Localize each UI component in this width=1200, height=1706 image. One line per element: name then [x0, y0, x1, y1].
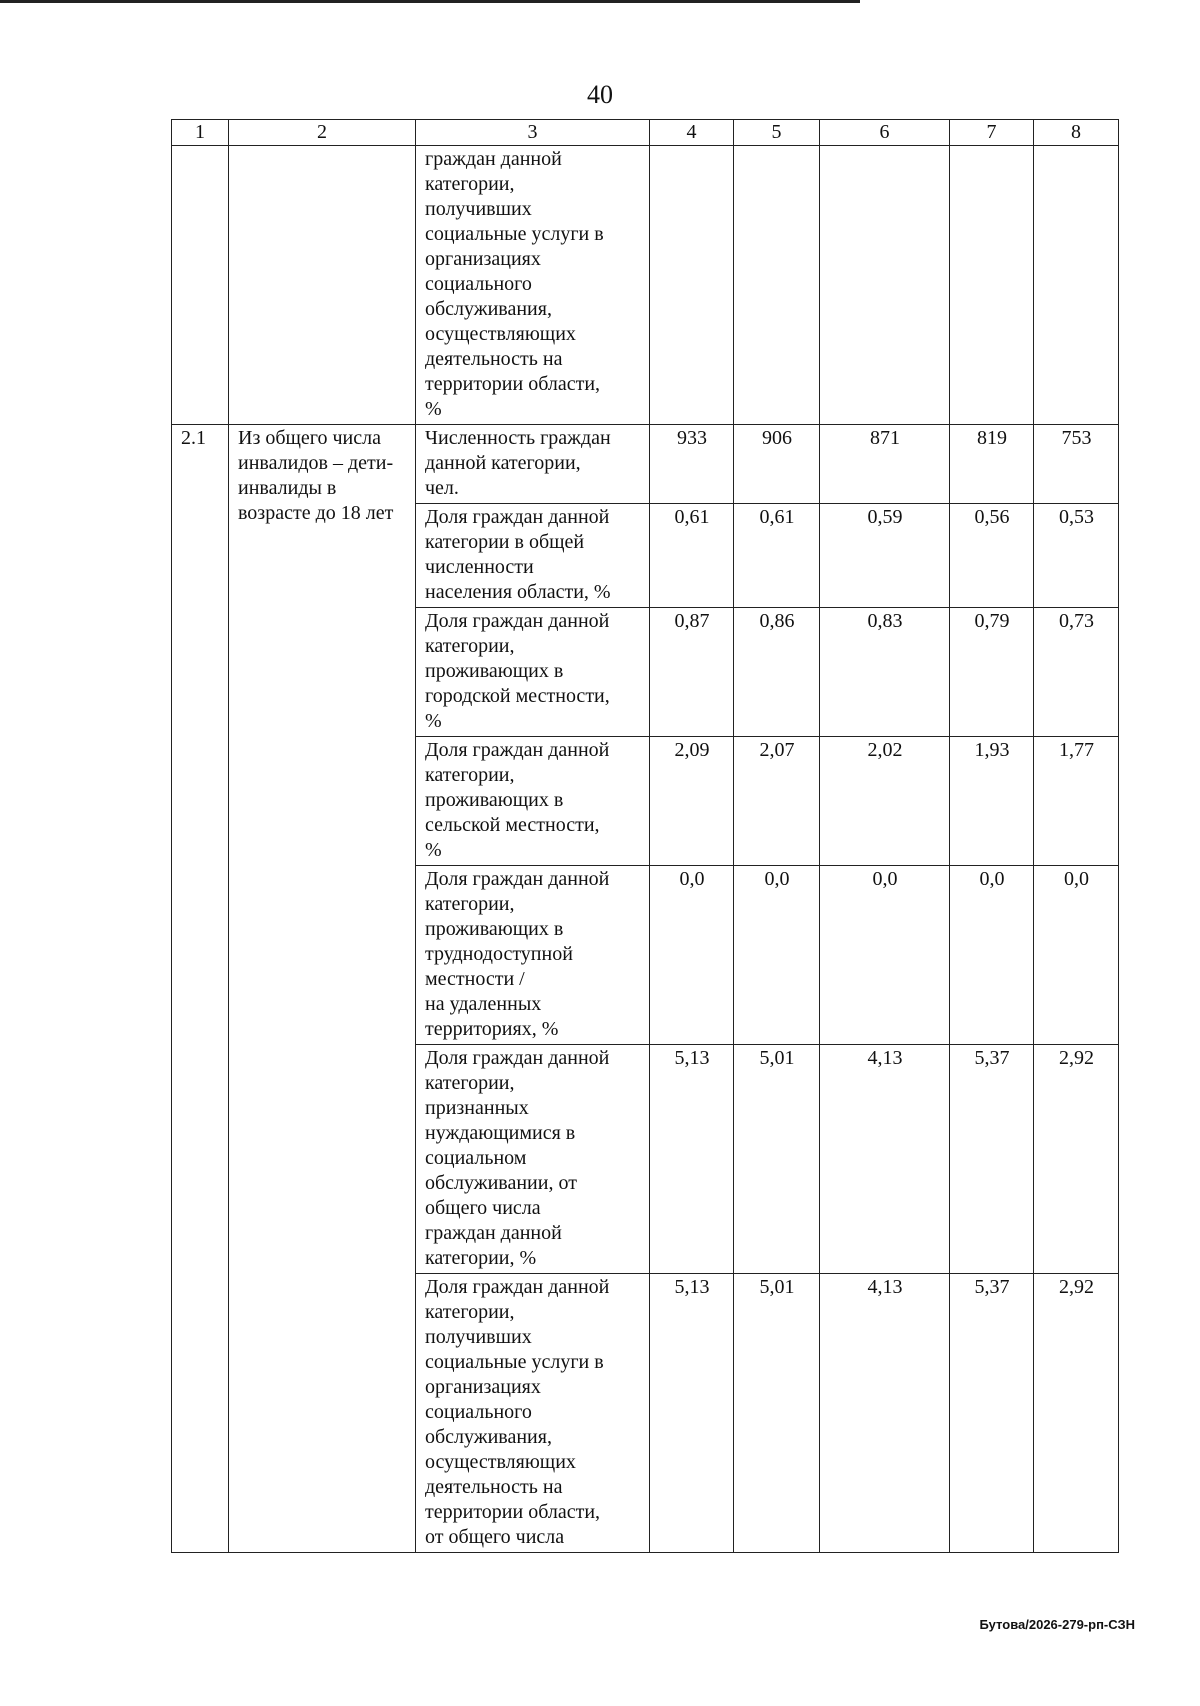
indicator-cell: Доля граждан данной категории в общей численности населения области, % [416, 504, 650, 608]
value-cell: 906 [734, 425, 820, 504]
column-numbers-row [172, 120, 1119, 146]
document-code: Бутова/2026-279-рп-СЗН [979, 1617, 1135, 1632]
value-cell: 0,86 [734, 608, 820, 737]
row-number-cell [172, 146, 229, 425]
column-number: 8 [1034, 120, 1119, 146]
value-cell: 0,0 [650, 866, 734, 1045]
value-cell [650, 146, 734, 425]
value-cell: 0,0 [1034, 866, 1119, 1045]
value-cell: 0,53 [1034, 504, 1119, 608]
indicator-cell: Доля граждан данной категории, проживающих в труднодоступной местности / на удаленных территориях, % [416, 866, 650, 1045]
page-number: 40 [587, 80, 613, 109]
scan-top-edge [0, 0, 860, 3]
indicator-cell: Численность граждан данной категории, чел. [416, 425, 650, 504]
value-cell: 2,92 [1034, 1274, 1119, 1553]
continuation-row [172, 146, 1119, 425]
value-cell: 933 [650, 425, 734, 504]
value-cell [820, 146, 950, 425]
value-cell: 4,13 [820, 1274, 950, 1553]
value-cell: 871 [820, 425, 950, 504]
value-cell: 5,01 [734, 1045, 820, 1274]
indicator-cell: Доля граждан данной категории, получивших социальные услуги в организациях социального обслуживания, осуществляющих деятельность на территории области, от общего числа [416, 1274, 650, 1553]
value-cell: 0,0 [734, 866, 820, 1045]
value-cell: 0,56 [950, 504, 1034, 608]
category-cell: Из общего числа инвалидов – дети-инвалиды в возрасте до 18 лет [229, 425, 416, 1553]
value-cell: 4,13 [820, 1045, 950, 1274]
value-cell: 0,61 [650, 504, 734, 608]
indicator-cell: Доля граждан данной категории, признанных нуждающимися в социальном обслуживании, от общего числа граждан данной категории, % [416, 1045, 650, 1274]
column-number: 2 [229, 120, 416, 146]
column-number: 6 [820, 120, 950, 146]
indicator-cell: Доля граждан данной категории, проживающих в городской местности, % [416, 608, 650, 737]
value-cell [1034, 146, 1119, 425]
value-cell: 5,01 [734, 1274, 820, 1553]
value-cell: 1,77 [1034, 737, 1119, 866]
indicator-cell: граждан данной категории, получивших социальные услуги в организациях социального обслуживания, осуществляющих деятельность на территории области, % [416, 146, 650, 425]
column-number: 1 [172, 120, 229, 146]
value-cell: 0,87 [650, 608, 734, 737]
row-number-cell: 2.1 [172, 425, 229, 1553]
value-cell [734, 146, 820, 425]
indicator-cell: Доля граждан данной категории, проживающих в сельской местности, % [416, 737, 650, 866]
value-cell: 2,92 [1034, 1045, 1119, 1274]
value-cell: 753 [1034, 425, 1119, 504]
value-cell: 0,61 [734, 504, 820, 608]
category-cell [229, 146, 416, 425]
value-cell: 2,07 [734, 737, 820, 866]
value-cell: 0,0 [820, 866, 950, 1045]
indicator-row [172, 425, 1119, 504]
column-number: 4 [650, 120, 734, 146]
value-cell: 5,13 [650, 1274, 734, 1553]
column-number: 5 [734, 120, 820, 146]
value-cell: 2,02 [820, 737, 950, 866]
value-cell: 1,93 [950, 737, 1034, 866]
value-cell: 5,37 [950, 1274, 1034, 1553]
column-number: 7 [950, 120, 1034, 146]
value-cell: 0,59 [820, 504, 950, 608]
indicators-table [171, 119, 1119, 1553]
value-cell: 5,13 [650, 1045, 734, 1274]
value-cell: 2,09 [650, 737, 734, 866]
value-cell: 0,79 [950, 608, 1034, 737]
value-cell: 0,0 [950, 866, 1034, 1045]
value-cell [950, 146, 1034, 425]
value-cell: 819 [950, 425, 1034, 504]
column-number: 3 [416, 120, 650, 146]
value-cell: 0,83 [820, 608, 950, 737]
value-cell: 5,37 [950, 1045, 1034, 1274]
value-cell: 0,73 [1034, 608, 1119, 737]
